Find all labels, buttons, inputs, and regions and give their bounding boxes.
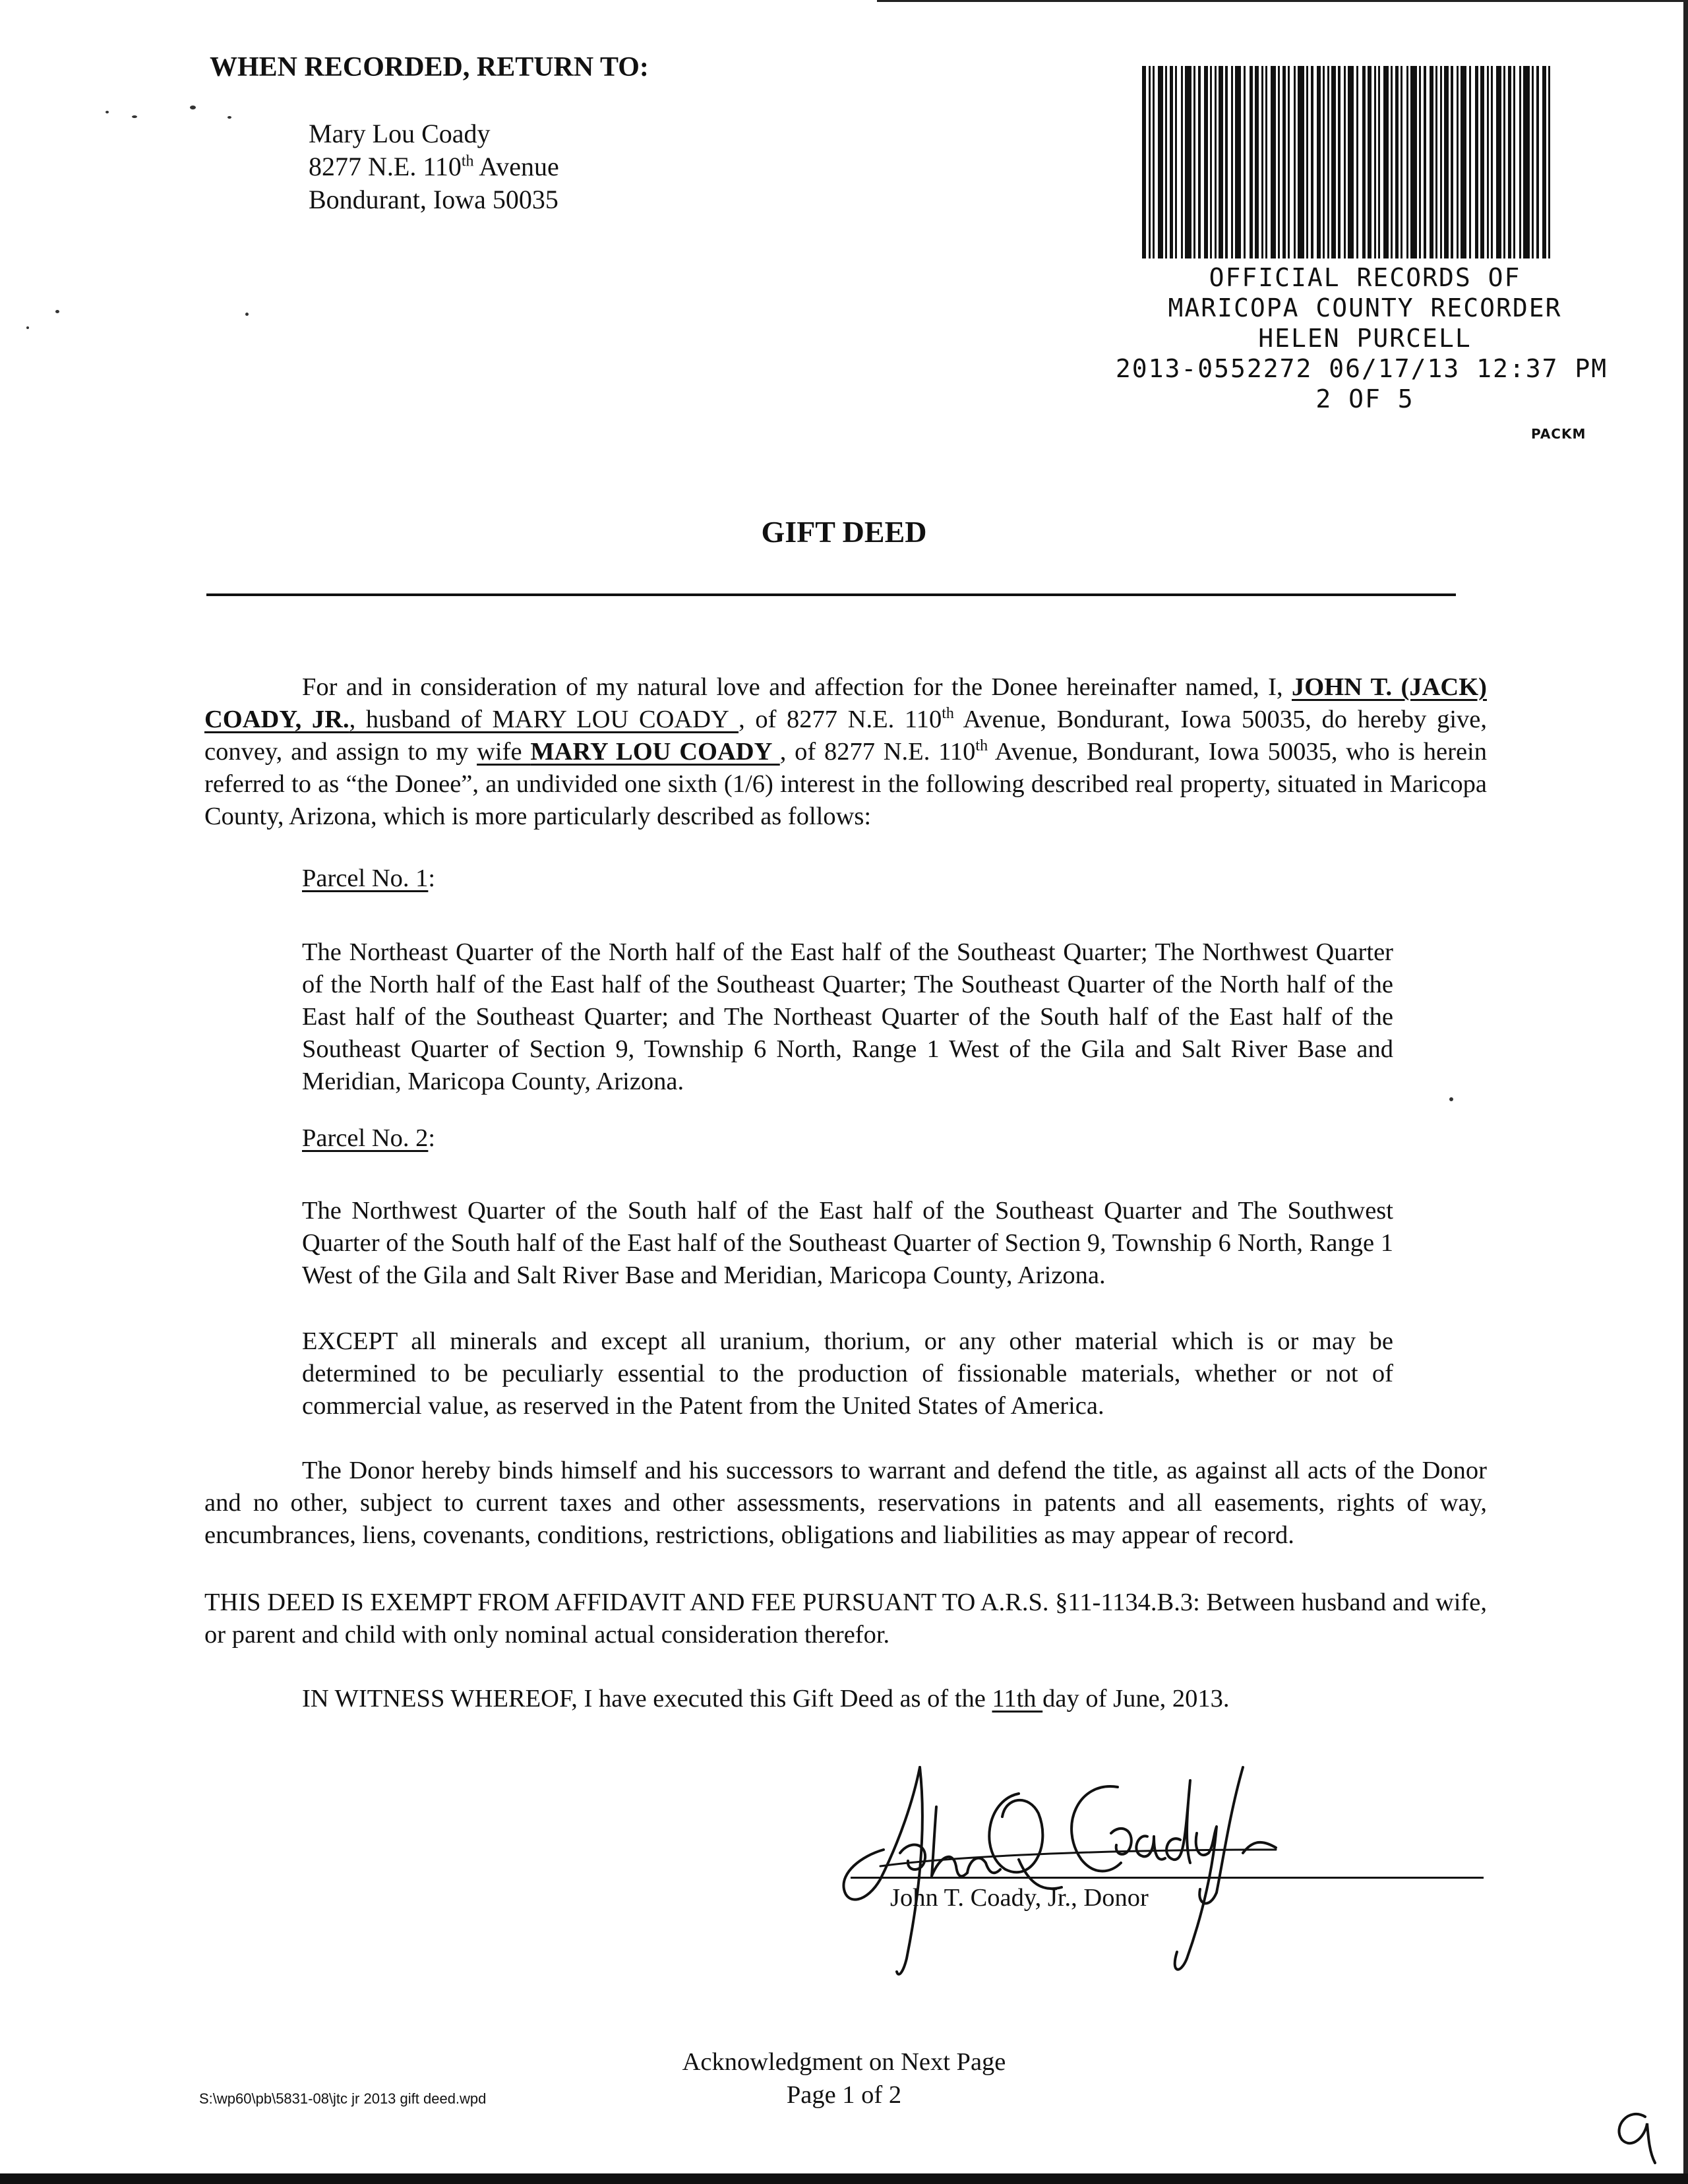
barcode-bar: [1225, 66, 1228, 258]
barcode-bar: [1261, 66, 1263, 258]
barcode-bar: [1235, 66, 1241, 258]
barcode-bar: [1306, 66, 1308, 258]
return-city: Bondurant, Iowa 50035: [309, 185, 558, 214]
barcode-bar: [1406, 66, 1408, 258]
barcode-bar: [1170, 66, 1173, 258]
barcode-bar: [1362, 66, 1366, 258]
barcode-bar: [1142, 66, 1146, 258]
barcode-bar: [1395, 66, 1399, 258]
consideration-paragraph: For and in consideration of my natural love and affection for the Donee hereinafter named, I, JOHN T. (JACK) COADY, JR., husband of MARY LOU COADY , of 8277 N.E. 110th Avenue, Bondurant, Iowa 50035, do hereby give, convey, and assign to my wife MARY LOU COADY , of 8277 N.E. 110th Avenue, Bondurant, Iowa 50035, who is herein referred to as “the Donee”, an undivided one sixth (1/6) interest in the following described real property, situated in Maricopa County, Arizona, which is more particularly described as follows:: [204, 673, 1487, 830]
parcel-1-label: Parcel No. 1:: [302, 864, 436, 892]
parcel-2-label: Parcel No. 2:: [302, 1124, 436, 1152]
barcode-bar: [1536, 66, 1539, 258]
acknowledgment-note: Acknowledgment on Next Page: [682, 2048, 1006, 2076]
recorder-line-3: HELEN PURCELL: [1258, 324, 1472, 353]
barcode-bar: [1491, 66, 1493, 258]
barcode-bar: [1440, 66, 1442, 258]
title-rule: [206, 593, 1456, 596]
barcode-bar: [1368, 66, 1372, 258]
barcode-bar: [1410, 66, 1417, 258]
barcode-bar: [1271, 66, 1276, 258]
barcode-bar: [1244, 66, 1246, 258]
barcode-bar: [1419, 66, 1421, 258]
barcode-bar: [1282, 66, 1286, 258]
barcode-bar: [1327, 66, 1329, 258]
signature-line: [851, 1877, 1484, 1879]
scan-speck: [245, 313, 249, 316]
witness-clause: IN WITNESS WHEREOF, I have executed this Gift Deed as of the 11th day of June, 2013.: [302, 1685, 1230, 1713]
scan-border-bottom: [0, 2173, 1688, 2184]
barcode-bar: [1331, 66, 1336, 258]
barcode-bar: [1480, 66, 1484, 258]
return-to-heading: WHEN RECORDED, RETURN TO:: [210, 52, 649, 82]
barcode-bar: [1435, 66, 1437, 258]
barcode-bar: [1444, 66, 1449, 258]
barcode-bar: [1338, 66, 1341, 258]
barcode-bar: [1149, 66, 1151, 258]
barcode-bar: [1391, 66, 1393, 258]
recorder-line-2: MARICOPA COUNTY RECORDER: [1168, 293, 1562, 322]
barcode-bar: [1311, 66, 1313, 258]
barcode-bar: [1219, 66, 1223, 258]
barcode-bar: [1496, 66, 1501, 258]
barcode-bar: [1175, 66, 1177, 258]
donor-name: JOHN T. (JACK) COADY, JR.: [204, 673, 1487, 733]
barcode-bar: [1185, 66, 1191, 258]
scan-speck: [227, 116, 231, 119]
return-address: [309, 117, 559, 216]
donor-signature: [821, 1741, 1282, 1985]
barcode-bar: [1153, 66, 1155, 258]
barcode-bar: [1288, 66, 1290, 258]
mineral-exception: EXCEPT all minerals and except all uranium, thorium, or any other material which is or may be determined to be peculiarly essential to the production of fissionable materials, whether or not of commercial value, as reserved in the Patent from the United States of America.: [302, 1327, 1393, 1420]
barcode-bar: [1457, 66, 1459, 258]
barcode-bar: [1487, 66, 1489, 258]
barcode-bar: [1523, 66, 1530, 258]
barcode-bar: [1278, 66, 1280, 258]
barcode-bar: [1356, 66, 1358, 258]
barcode-bar: [1532, 66, 1534, 258]
barcode-bar: [1548, 66, 1550, 258]
barcode-bar: [1265, 66, 1267, 258]
scan-border-right: [1683, 0, 1688, 2184]
parcel-2-description: The Northwest Quarter of the South half of the East half of the Southeast Quarter and The Southwest Quarter of the South half of the East half of the Southeast Quarter of Section 9, Township 6 North, Range 1 West of the Gila and Salt River Base and Meridian, Maricopa County, Arizona.: [302, 1197, 1393, 1289]
scan-speck: [190, 106, 196, 109]
document-title: GIFT DEED: [761, 515, 927, 549]
parcel-1-description: The Northeast Quarter of the North half of the East half of the Southeast Quarter; The Northwest Quarter of the North half of the East half of the Southeast Quarter; The Southeast Quarter of the North half of the East half of the Southeast Quarter; and The Northeast Quarter of the South half of the East half of the Southeast Quarter of Section 9, Township 6 North, Range 1 West of the Gila and Salt River Base and Meridian, Maricopa County, Arizona.: [302, 938, 1393, 1095]
barcode-bar: [1165, 66, 1167, 258]
barcode-bar: [1383, 66, 1389, 258]
barcode-bar: [1451, 66, 1453, 258]
return-name: Mary Lou Coady: [309, 119, 491, 148]
exemption-paragraph: THIS DEED IS EXEMPT FROM AFFIDAVIT AND FEE PURSUANT TO A.R.S. §11-1134.B.3: Between husband and wife, or parent and child with only nominal actual consideration therefor.: [204, 1589, 1487, 1649]
barcode-bar: [1513, 66, 1515, 258]
barcode-bar: [1508, 66, 1511, 258]
barcode-bar: [1198, 66, 1201, 258]
barcode-bar: [1519, 66, 1521, 258]
recorder-line-1: OFFICIAL RECORDS OF: [1209, 263, 1521, 292]
recorder-page-count: 2 OF 5: [1315, 384, 1414, 413]
page-number: Page 1 of 2: [786, 2081, 902, 2109]
barcode-bar: [1475, 66, 1478, 258]
barcode-bar: [1469, 66, 1471, 258]
signer-label: John T. Coady, Jr., Donor: [890, 1884, 1149, 1912]
barcode-bar: [1317, 66, 1321, 258]
warranty-paragraph: The Donor hereby binds himself and his successors to warrant and defend the title, as against all acts of the Donor and no other, subject to current taxes and other assessments, reservations in patents and all easements, rights of way, encumbrances, liens, covenants, conditions, restrictions, obligations and liabilities as may appear of record.: [204, 1457, 1487, 1549]
barcode-bar: [1215, 66, 1217, 258]
barcode-bar: [1298, 66, 1304, 258]
barcode-bar: [1430, 66, 1433, 258]
barcode-bar: [1158, 66, 1163, 258]
barcode-bar: [1542, 66, 1546, 258]
handwritten-page-mark: [1609, 2100, 1662, 2166]
barcode-bar: [1231, 66, 1233, 258]
stamp-code: PACKM: [1531, 426, 1586, 442]
scan-speck: [106, 111, 109, 113]
scan-border-top: [877, 0, 1688, 5]
donor-relation: , husband of MARY LOU COADY: [349, 706, 739, 733]
barcode-bar: [1401, 66, 1402, 258]
barcode-bar: [1181, 66, 1183, 258]
barcode-bar: [1378, 66, 1380, 258]
barcode-bar: [1193, 66, 1195, 258]
barcode-bar: [1374, 66, 1376, 258]
barcode-bar: [1204, 66, 1208, 258]
execution-day: 11th: [992, 1685, 1043, 1713]
file-path: S:\wp60\pb\5831-08\jtc jr 2013 gift deed.wpd: [199, 2090, 487, 2107]
recording-barcode: [1139, 66, 1555, 258]
barcode-bar: [1344, 66, 1346, 258]
donee-name: MARY LOU COADY: [530, 738, 780, 766]
return-street: 8277 N.E. 110th Avenue: [309, 152, 559, 181]
scan-speck: [26, 326, 29, 329]
barcode-bar: [1210, 66, 1212, 258]
barcode-bar: [1294, 66, 1296, 258]
scan-speck: [132, 115, 137, 118]
barcode-bar: [1461, 66, 1466, 258]
barcode-bar: [1250, 66, 1253, 258]
barcode-bar: [1255, 66, 1259, 258]
recording-number: 2013-0552272 06/17/13 12:37 PM: [1115, 354, 1608, 383]
barcode-bar: [1348, 66, 1354, 258]
scan-speck: [55, 310, 59, 313]
barcode-bar: [1323, 66, 1325, 258]
recorder-stamp: [1095, 262, 1635, 414]
barcode-bar: [1424, 66, 1426, 258]
scan-speck: [1449, 1097, 1453, 1101]
barcode-bar: [1503, 66, 1505, 258]
